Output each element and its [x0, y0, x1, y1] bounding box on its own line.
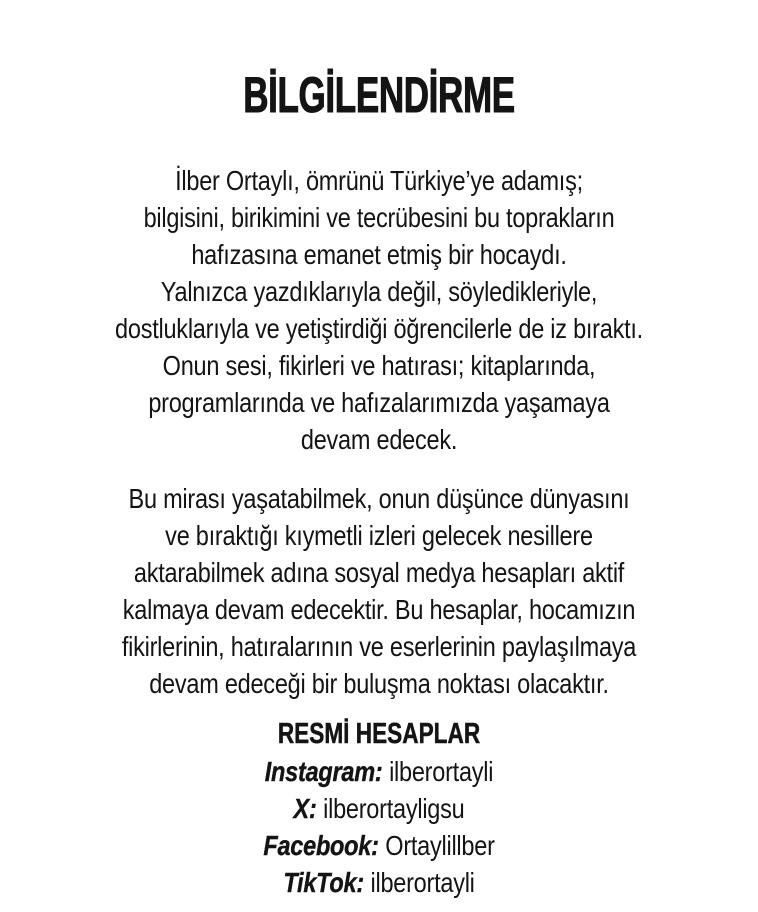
account-platform-label: X: — [293, 793, 317, 824]
paragraph-line: Bu mirası yaşatabilmek, onun düşünce dünyasını — [128, 483, 630, 514]
paragraph-line: kalmaya devam edecektir. Bu hesaplar, hocamızın — [122, 594, 636, 625]
account-platform-label: Instagram: — [264, 756, 383, 787]
paragraph-line: bilgisini, birikimini ve tecrübesini bu toprakların — [143, 202, 615, 233]
account-handle: ilberortayli — [389, 756, 494, 787]
page-title: BİLGİLENDİRME — [243, 67, 515, 123]
paragraph-memorial — [0, 162, 758, 458]
account-handle: ilberortayligsu — [323, 793, 465, 824]
account-line-x — [61, 790, 698, 827]
paragraph-line: devam edecek. — [300, 424, 458, 455]
account-line-instagram — [61, 753, 698, 790]
paragraph-line: Onun sesi, fikirleri ve hatırası; kitaplarında, — [162, 350, 596, 381]
paragraph-line: programlarında ve hafızalarımızda yaşamaya — [148, 387, 610, 418]
account-platform-label: Facebook: — [263, 830, 379, 861]
paragraph-line: dostluklarıyla ve yetiştirdiği öğrencilerle de iz bıraktı. — [115, 313, 643, 344]
paragraph-line: devam edeceği bir buluşma noktası olacaktır. — [149, 668, 609, 699]
account-handle: ilberortayli — [370, 867, 475, 898]
accounts-list — [0, 753, 758, 901]
paragraph-line: hafızasına emanet etmiş bir hocaydı. — [191, 239, 567, 270]
paragraph-line: fikirlerinin, hatıralarının ve eserlerinin paylaşılmaya — [121, 631, 637, 662]
account-platform-label: TikTok: — [283, 867, 364, 898]
account-handle: Ortaylillber — [385, 830, 495, 861]
paragraph-line: Yalnızca yazdıklarıyla değil, söyledikleriyle, — [160, 276, 598, 307]
account-line-facebook — [61, 827, 698, 864]
paragraph-legacy — [0, 480, 758, 702]
paragraph-line: aktarabilmek adına sosyal medya hesapları aktif — [133, 557, 625, 588]
paragraph-line: ve bıraktığı kıymetli izleri gelecek nesillere — [165, 520, 593, 551]
paragraph-line: İlber Ortaylı, ömrünü Türkiye’ye adamış; — [175, 165, 583, 196]
account-line-tiktok — [61, 864, 698, 901]
official-accounts-heading: RESMİ HESAPLAR — [277, 718, 481, 750]
